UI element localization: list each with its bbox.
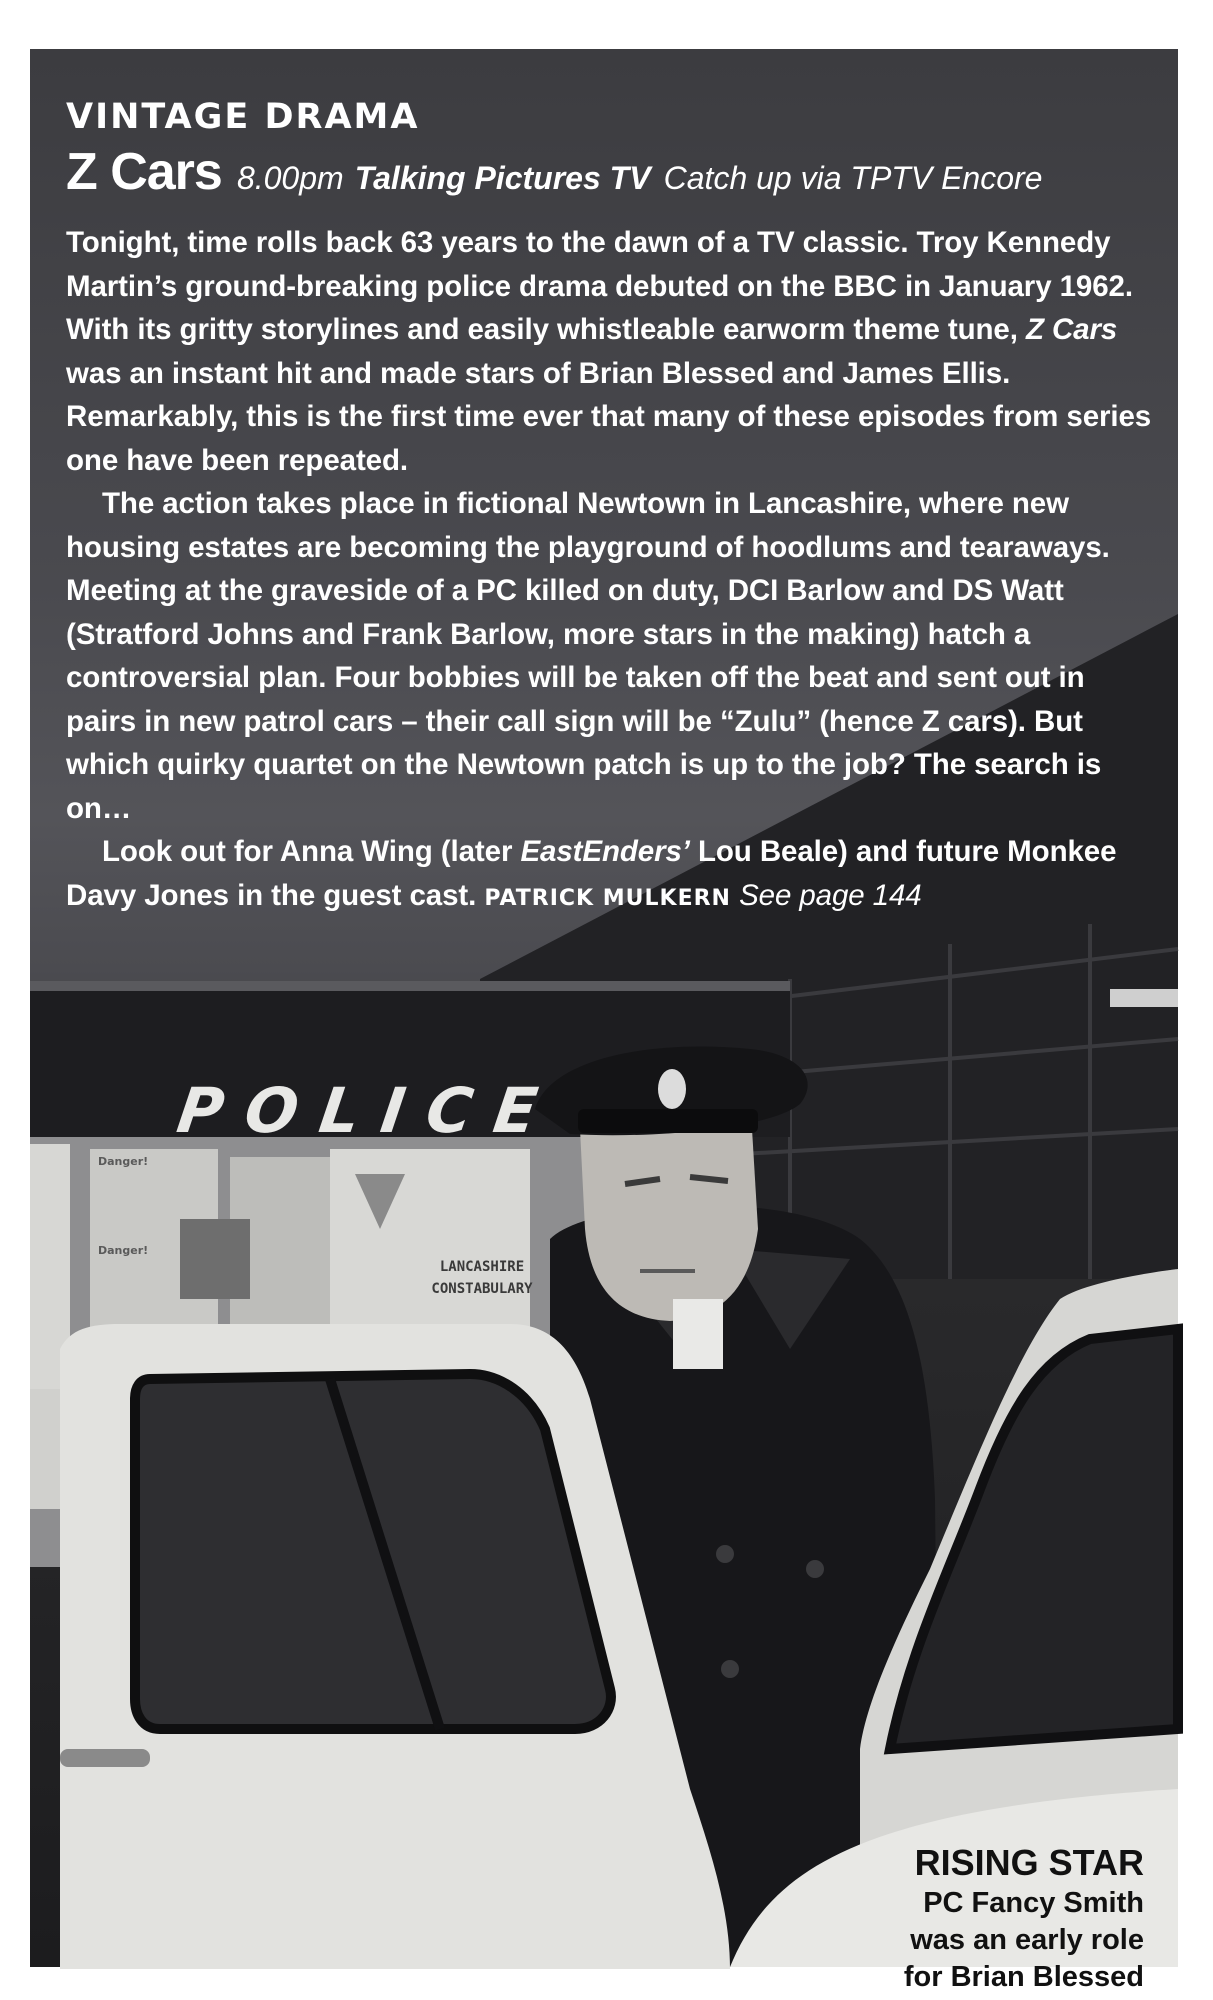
show-catchup: Catch up via TPTV Encore bbox=[663, 160, 1043, 196]
paragraph-3 bbox=[66, 830, 1156, 920]
lamp bbox=[1110, 989, 1178, 1007]
caption-title: RISING STAR bbox=[914, 1842, 1144, 1883]
police-sign-text: POLICE bbox=[172, 1074, 564, 1147]
paragraph-3-part-a: Look out for Anna Wing (later bbox=[102, 835, 521, 868]
show-title: Z Cars bbox=[66, 143, 222, 201]
face bbox=[580, 1112, 758, 1321]
feature-panel bbox=[30, 49, 1178, 1993]
caption-line-2: was an early role bbox=[910, 1924, 1144, 1956]
photo-caption bbox=[904, 1841, 1144, 1996]
poster-small-1: Danger! bbox=[98, 1155, 149, 1168]
kicker: VINTAGE DRAMA bbox=[66, 97, 420, 137]
car-door-window bbox=[135, 1374, 611, 1729]
caption-line-1: PC Fancy Smith bbox=[923, 1887, 1144, 1919]
paragraph-3-part-b: Lou Beale) and future Monkee Davy Jones in the guest cast. bbox=[66, 835, 1117, 912]
title-line bbox=[66, 143, 1156, 213]
paragraph-1 bbox=[66, 221, 1156, 482]
poster-line-1: LANCASHIRE bbox=[439, 1259, 525, 1275]
poster-line-2: CONSTABULARY bbox=[431, 1281, 533, 1297]
door-handle bbox=[60, 1749, 150, 1767]
article bbox=[66, 93, 1156, 920]
byline: PATRICK MULKERN bbox=[484, 885, 731, 911]
page-reference: See page 144 bbox=[739, 878, 922, 912]
poster-text bbox=[422, 1256, 542, 1300]
paragraph-1-part-a: Tonight, time rolls back 63 years to the dawn of a TV classic. Troy Kennedy Martin’s ground-breaking police drama debuted on the BBC in January 1962. With its gritty storylines and easily whistleable earworm theme tune, bbox=[66, 226, 1133, 346]
paragraph-1-part-b: was an instant hit and made stars of Brian Blessed and James Ellis. Remarkably, this is the first time ever that many of these episodes from series one have been repeated. bbox=[66, 356, 1152, 477]
cap-badge bbox=[658, 1069, 686, 1109]
paragraph-3-italic: EastEnders’ bbox=[520, 835, 690, 868]
poster-small-2: Danger! bbox=[98, 1244, 149, 1257]
paragraph-2: The action takes place in fictional Newtown in Lancashire, where new housing estates are becoming the playground of hoodlums and tearaways. Meeting at the graveside of a PC killed on duty, DCI Barlow and DS Watt (Stratford Johns and Frank Barlow, more stars in the making) hatch a controversial plan. Four bobbies will be taken off the beat and sent out in pairs in new patrol cars – their call sign will be “Zulu” (hence Z cars). But which quirky quartet on the Newtown patch is up to the job? The search is on… bbox=[66, 487, 1110, 825]
show-time: 8.00pm bbox=[236, 160, 344, 196]
show-channel: Talking Pictures TV bbox=[354, 160, 651, 196]
paragraph-1-italic: Z Cars bbox=[1025, 313, 1118, 346]
caption-line-3: for Brian Blessed bbox=[903, 1961, 1144, 1993]
